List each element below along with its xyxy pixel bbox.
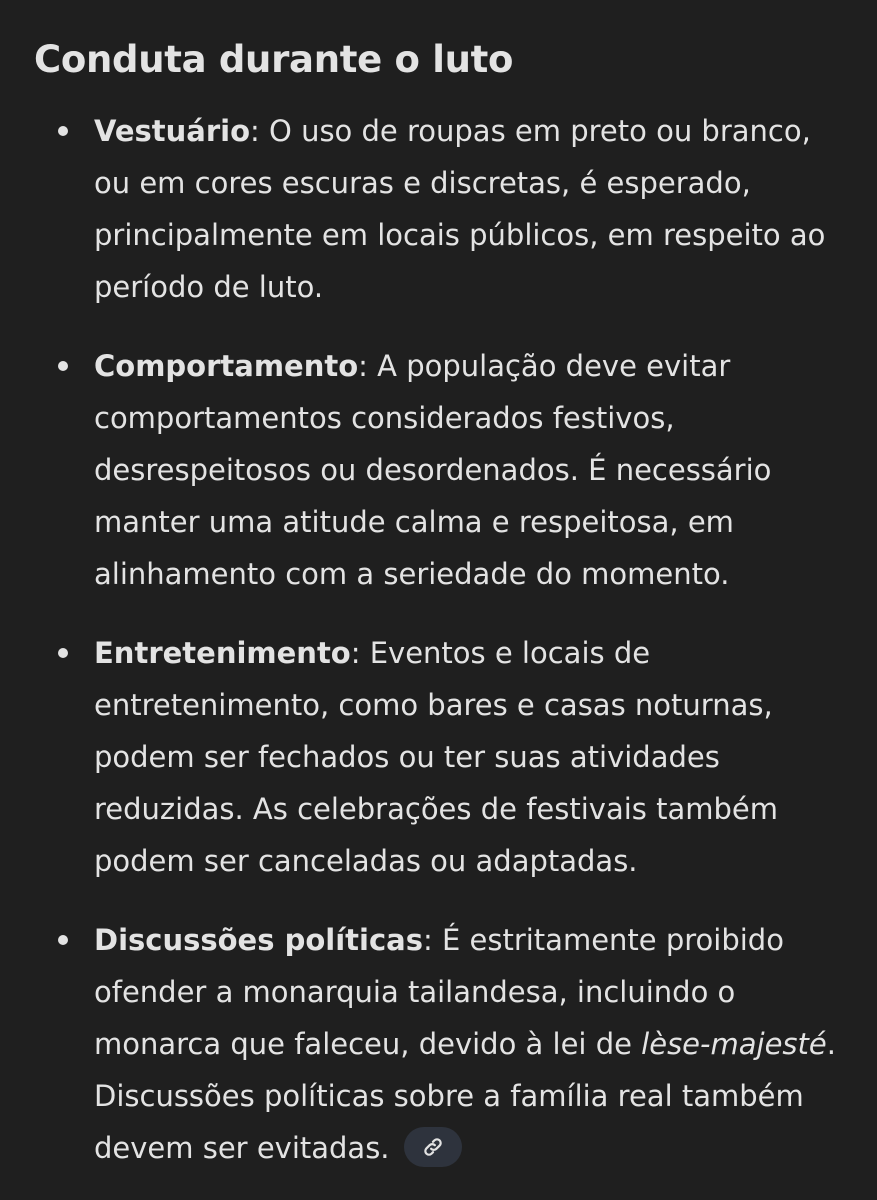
bullet-icon bbox=[58, 126, 68, 136]
link-icon bbox=[422, 1136, 444, 1158]
list-item-behavior bbox=[34, 340, 854, 600]
item-text: : O uso de roupas em preto ou branco, ou em cores escuras e discretas, é esperado, principalmente em locais públicos, em respeito ao período de luto. bbox=[94, 114, 826, 304]
source-link-button[interactable] bbox=[404, 1127, 462, 1167]
section-heading: Conduta durante o luto bbox=[34, 38, 514, 81]
item-term: Discussões políticas bbox=[94, 923, 423, 957]
item-term: Comportamento bbox=[94, 349, 359, 383]
item-text: : A população deve evitar comportamentos considerados festivos, desrespeitosos ou desordenados. É necessário manter uma atitude calma e respeitosa, em alinhamento com a seriedade do momento. bbox=[94, 349, 772, 591]
list-item-politics bbox=[34, 914, 854, 1174]
bullet-icon bbox=[58, 648, 68, 658]
item-text: : Eventos e locais de entretenimento, como bares e casas noturnas, podem ser fechados ou ter suas atividades reduzidas. As celebrações de festivais também podem ser canceladas ou adaptadas. bbox=[94, 636, 778, 878]
item-term: Vestuário bbox=[94, 114, 251, 148]
item-term: Entretenimento bbox=[94, 636, 351, 670]
response-content bbox=[34, 30, 854, 1174]
list-item-clothing bbox=[34, 105, 854, 313]
item-text-after: . Discussões políticas sobre a família real também devem ser evitadas. bbox=[94, 1027, 836, 1165]
list-item-entertainment bbox=[34, 627, 854, 887]
item-text-italic: lèse-majesté bbox=[641, 1027, 827, 1061]
conduct-list bbox=[34, 105, 854, 1174]
item-text: : É estritamente proibido ofender a monarquia tailandesa, incluindo o monarca que faleceu, devido à lei de bbox=[94, 923, 784, 1061]
bullet-icon bbox=[58, 361, 68, 371]
bullet-icon bbox=[58, 935, 68, 945]
